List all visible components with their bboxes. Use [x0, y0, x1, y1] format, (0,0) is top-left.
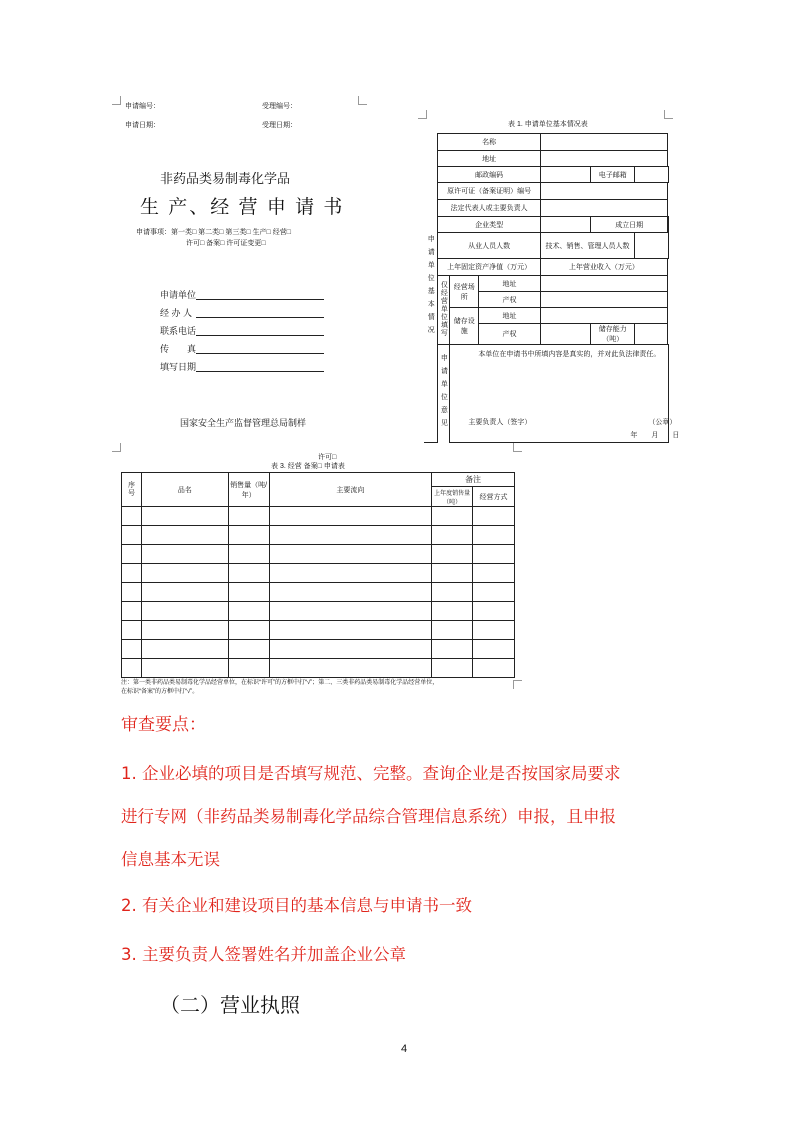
table-cell: [122, 526, 142, 545]
crop-mark: [513, 680, 522, 689]
table3-note-2: 在标识“备案”的方框中打“√”。: [121, 689, 199, 695]
review-point-1-line-2: 进行专网（非药品类易制毒化学品综合管理信息系统）申报，且申报: [121, 807, 616, 826]
review-point-1: 1. 企业必填的项目是否填写规范、完整。查询企业是否按国家局要求: [121, 764, 621, 783]
cover-title: 非药品类易制毒化学品: [160, 171, 291, 186]
table-cell: [141, 602, 228, 621]
review-heading: 审查要点：: [121, 715, 206, 735]
cover-fields: [160, 290, 324, 380]
col-header: 品名: [141, 473, 228, 507]
cell-label: 从业人员人数: [438, 233, 540, 259]
table-row: [122, 659, 515, 678]
cell-label: 地址: [438, 151, 540, 167]
seal-label: （公章）: [648, 419, 677, 426]
cell-value: [635, 324, 668, 345]
cell-value: [540, 183, 667, 200]
crop-mark: [513, 443, 522, 452]
cell-value: [668, 217, 669, 233]
table1-side-heading-2: 申请单位意见: [438, 345, 450, 443]
table1-side-heading-1: 申请单位基本情况: [424, 134, 438, 443]
table-cell: [269, 507, 432, 526]
cell-value: [540, 276, 667, 292]
col-header: 销售量（吨/年）: [228, 473, 269, 507]
table-cell: [122, 640, 142, 659]
accept-date-label: 受理日期：: [262, 122, 297, 129]
cell-value: [540, 324, 591, 345]
field-label: 经 办 人: [160, 308, 193, 318]
table-cell: [228, 545, 269, 564]
table3-title: 表 3. 经营 备案□ 申请表: [271, 463, 345, 470]
review-point-2: 2. 有关企业和建设项目的基本信息与申请书一致: [121, 896, 472, 915]
table-row: [122, 564, 515, 583]
table-cell: [269, 545, 432, 564]
table-cell: [122, 545, 142, 564]
cell-value: [540, 292, 667, 308]
table-cell: [473, 659, 515, 678]
col-header: 经营方式: [473, 487, 515, 507]
table-cell: [432, 545, 473, 564]
crop-mark: [418, 110, 427, 119]
table-cell: [269, 640, 432, 659]
field-line: [196, 290, 324, 300]
crop-mark: [112, 443, 121, 452]
table-cell: [141, 583, 228, 602]
review-point-1-line-3: 信息基本无误: [121, 850, 220, 869]
page-number: 4: [401, 1043, 408, 1055]
table-cell: [141, 640, 228, 659]
table-cell: [473, 507, 515, 526]
table-cell: [122, 659, 142, 678]
table-row: [122, 602, 515, 621]
table-cell: [269, 602, 432, 621]
cell-label: 法定代表人或主要负责人: [438, 200, 540, 217]
cover-items: 申请事项：第一类□ 第二类□ 第三类□ 生产□ 经营□: [136, 229, 291, 236]
table-cell: [228, 583, 269, 602]
col-header: 主要流向: [269, 473, 432, 507]
cell-value: [540, 200, 667, 217]
review-point-3: 3. 主要负责人签署姓名并加盖企业公章: [121, 945, 406, 964]
table-row: [122, 640, 515, 659]
table-cell: [473, 564, 515, 583]
opinion-cell: [450, 345, 680, 443]
table-cell: [432, 621, 473, 640]
crop-mark: [664, 110, 673, 119]
field-line: [196, 326, 324, 336]
field-line: [196, 362, 324, 372]
cell-label: 地址: [479, 308, 541, 324]
crop-mark: [112, 96, 121, 105]
table-cell: [141, 659, 228, 678]
field-label: 填写日期: [160, 362, 197, 372]
cell-label: 企业类型: [438, 217, 540, 233]
table-row: [122, 621, 515, 640]
table3-above: 许可□: [318, 454, 337, 461]
table-cell: [228, 564, 269, 583]
cell-label: 地址: [479, 276, 541, 292]
cell-label: 产权: [479, 324, 541, 345]
cell-label: 名称: [438, 134, 540, 151]
field-label: 申请单位: [160, 290, 197, 300]
field-line: [196, 308, 324, 318]
cell-label: 上年营业收入（万元）: [540, 259, 667, 276]
table-cell: [141, 545, 228, 564]
table-cell: [269, 526, 432, 545]
table-cell: [432, 602, 473, 621]
table-cell: [432, 507, 473, 526]
table-row: [122, 526, 515, 545]
cell-value: [540, 151, 667, 167]
table1-title: 表 1. 申请单位基本情况表: [508, 121, 588, 128]
cell-value: [540, 167, 591, 183]
cover-items-2: 许可□ 备案□ 许可证变更□: [186, 240, 266, 247]
table-cell: [432, 564, 473, 583]
table-cell: [432, 526, 473, 545]
table-cell: [473, 602, 515, 621]
table-cell: [269, 621, 432, 640]
table-cell: [141, 526, 228, 545]
table-cell: [228, 602, 269, 621]
table3: [121, 472, 515, 678]
sign-label: 主要负责人（签字）: [468, 419, 532, 426]
col-header: 备注: [432, 473, 515, 487]
table-cell: [269, 583, 432, 602]
field-label: 传 真: [160, 344, 197, 354]
cell-label: 技术、销售、管理人员人数: [540, 233, 634, 259]
opinion-text: 本单位在申请书中所填内容是真实的，并对此负法律责任。: [478, 351, 661, 358]
cell-label: 产权: [479, 292, 541, 308]
table-cell: [269, 564, 432, 583]
table-cell: [122, 507, 142, 526]
table-row: [122, 545, 515, 564]
cell-label: 经营场所: [450, 276, 479, 308]
cell-label: 电子邮箱: [591, 167, 635, 183]
col-header: 上年度销售量（吨）: [432, 487, 473, 507]
table-cell: [473, 583, 515, 602]
table-cell: [141, 507, 228, 526]
date-label: 年 月 日: [630, 432, 680, 439]
table-cell: [432, 640, 473, 659]
table-cell: [269, 659, 432, 678]
cell-label: 储存能力（吨）: [591, 324, 635, 345]
table-cell: [432, 659, 473, 678]
table-cell: [473, 526, 515, 545]
cell-label: 储存设施: [450, 308, 479, 345]
cell-label: 成立日期: [591, 217, 668, 233]
cell-value: [635, 233, 669, 259]
table3-body: [122, 507, 515, 678]
cover-footer: 国家安全生产监督管理总局制样: [180, 418, 307, 428]
field-line: [196, 344, 324, 354]
cover-subtitle: 生 产、经 营 申 请 书: [140, 197, 345, 218]
table-cell: [122, 621, 142, 640]
crop-mark: [358, 96, 367, 105]
col-header: 序号: [122, 473, 142, 507]
cell-value: [635, 167, 669, 183]
field-label: 联系电话: [160, 326, 197, 336]
table-cell: [141, 564, 228, 583]
table-cell: [473, 640, 515, 659]
cell-value: [540, 308, 667, 324]
table-cell: [473, 545, 515, 564]
section-title: （二）营业执照: [160, 993, 300, 1017]
table-cell: [122, 564, 142, 583]
cell-value: [540, 217, 591, 233]
app-no-label: 申请编号：: [125, 103, 160, 110]
cell-value: [540, 134, 667, 151]
table3-note: 注：第一类非药品类易制毒化学品经营单位，在标识“许可”的方框中打“√”；第二、三类非药品类易制毒化学品经营单位，: [121, 680, 439, 686]
cell-label: 上年固定资产净值（万元）: [438, 259, 540, 276]
cell-label: 邮政编码: [438, 167, 540, 183]
table1-sub-heading: 仅经营单位填写: [438, 276, 450, 345]
table1: [424, 133, 680, 443]
table-cell: [228, 526, 269, 545]
table-cell: [122, 602, 142, 621]
table-row: [122, 507, 515, 526]
table-cell: [228, 507, 269, 526]
app-date-label: 申请日期：: [125, 122, 160, 129]
accept-no-label: 受理编号：: [262, 103, 297, 110]
table-cell: [228, 659, 269, 678]
table-cell: [432, 583, 473, 602]
cell-label: 原许可证（备案证明）编号: [438, 183, 540, 200]
table-cell: [228, 640, 269, 659]
table-cell: [122, 583, 142, 602]
table-cell: [228, 621, 269, 640]
table-row: [122, 583, 515, 602]
table-cell: [473, 621, 515, 640]
table-cell: [141, 621, 228, 640]
